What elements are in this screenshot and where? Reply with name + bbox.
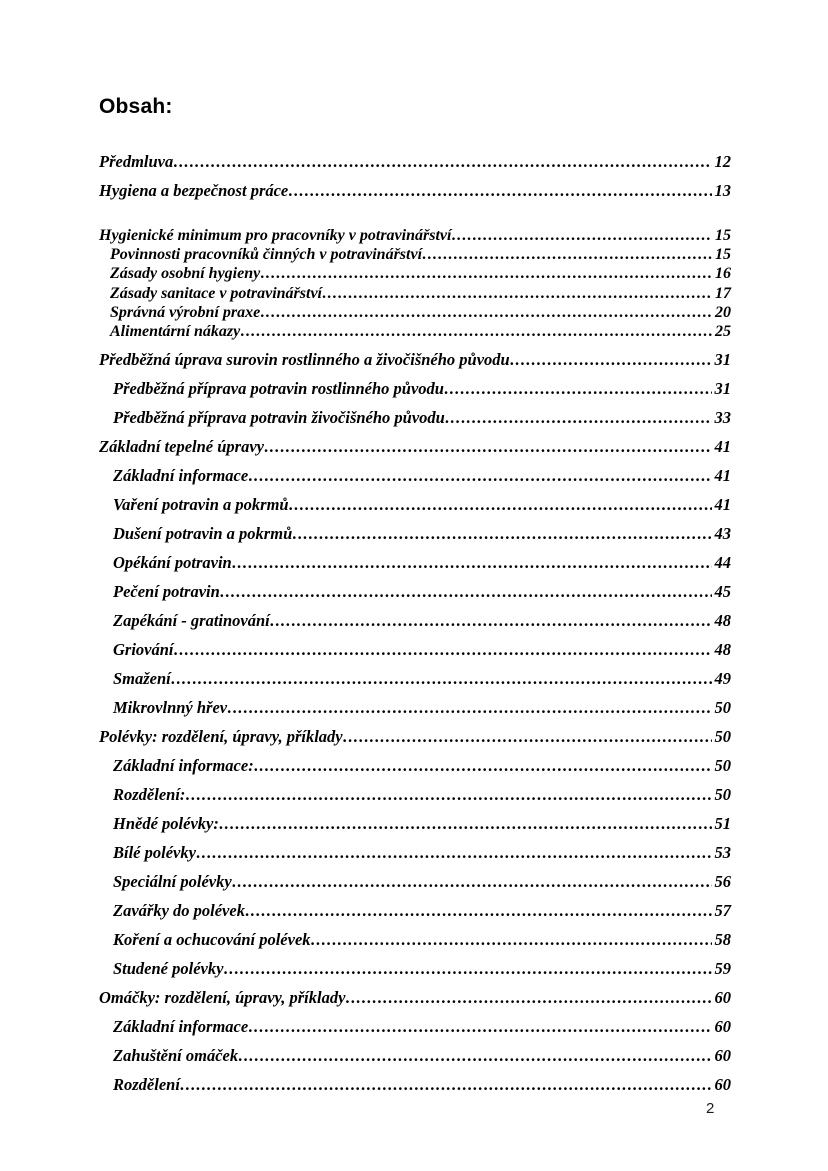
toc-entry[interactable] — [99, 901, 731, 930]
toc-entry-label: Griování — [113, 640, 174, 660]
toc-entry-label: Základní informace — [113, 466, 249, 486]
toc-entry-label: Předběžná příprava potravin rostlinného původu — [113, 379, 444, 399]
toc-dot-leader — [288, 181, 712, 201]
toc-entry-label: Alimentární nákazy — [110, 322, 241, 340]
toc-entry-page-number: 41 — [714, 495, 731, 515]
toc-entry-page-number: 43 — [714, 524, 731, 544]
toc-entry-label: Opékání potravin — [113, 553, 232, 573]
table-of-contents — [99, 152, 731, 1104]
toc-entry-label: Hygienické minimum pro pracovníky v potravinářství — [99, 227, 452, 244]
toc-entry[interactable] — [99, 814, 731, 843]
toc-entry-label: Smažení — [113, 669, 171, 689]
toc-entry-page-number: 25 — [715, 322, 731, 340]
toc-entry-page-number: 45 — [714, 582, 731, 602]
toc-entry[interactable] — [99, 698, 731, 727]
toc-entry-label: Vaření potravin a pokrmů — [113, 495, 289, 515]
toc-dot-leader — [223, 959, 712, 979]
toc-entry-page-number: 16 — [715, 265, 731, 283]
toc-entry[interactable] — [99, 611, 731, 640]
toc-entry-page-number: 20 — [715, 303, 731, 321]
toc-entry[interactable] — [99, 727, 731, 756]
toc-entry-label: Rozdělení: — [113, 785, 186, 805]
toc-entry-page-number: 50 — [714, 727, 731, 747]
toc-dot-leader — [248, 466, 712, 486]
toc-entry-label: Omáčky: rozdělení, úpravy, příklady — [99, 988, 346, 1008]
toc-entry[interactable] — [99, 582, 731, 611]
toc-entry-label: Polévky: rozdělení, úpravy, příklady — [99, 727, 343, 747]
toc-entry-page-number: 17 — [715, 284, 731, 302]
toc-dot-leader — [232, 553, 712, 573]
toc-entry-page-number: 60 — [714, 1075, 731, 1095]
toc-spacer — [99, 342, 731, 350]
toc-entry-page-number: 13 — [714, 181, 731, 200]
toc-entry-page-number: 15 — [715, 246, 731, 264]
toc-entry-page-number: 50 — [714, 756, 731, 776]
toc-entry-label: Speciální polévky — [113, 872, 232, 892]
toc-entry-label: Zásady sanitace v potravinářství — [110, 284, 322, 302]
toc-entry[interactable] — [99, 265, 731, 284]
toc-entry[interactable] — [99, 304, 731, 323]
toc-entry-label: Základní tepelné úpravy — [99, 437, 264, 457]
toc-entry[interactable] — [99, 988, 731, 1017]
toc-entry-label: Předběžná úprava surovin rostlinného a živočišného původu — [99, 350, 510, 370]
toc-dot-leader — [343, 727, 712, 747]
toc-entry-page-number: 12 — [714, 152, 731, 171]
toc-entry-label: Hygiena a bezpečnost práce — [99, 181, 289, 200]
toc-entry-page-number: 48 — [714, 640, 731, 660]
toc-dot-leader — [173, 152, 712, 172]
toc-dot-leader — [254, 756, 712, 776]
toc-entry[interactable] — [99, 930, 731, 959]
toc-entry[interactable] — [99, 756, 731, 785]
toc-entry-page-number: 49 — [714, 669, 731, 689]
toc-entry[interactable] — [99, 227, 731, 246]
toc-entry-label: Zásady osobní hygieny — [110, 265, 261, 283]
toc-dot-leader — [185, 785, 712, 805]
toc-dot-leader — [510, 350, 712, 370]
toc-dot-leader — [171, 669, 712, 689]
toc-entry-page-number: 31 — [714, 379, 731, 399]
toc-entry-page-number: 56 — [714, 872, 731, 892]
toc-entry-label: Předběžná příprava potravin živočišného původu — [113, 408, 445, 428]
toc-entry-page-number: 51 — [714, 814, 731, 834]
toc-entry-label: Koření a ochucování polévek — [113, 930, 311, 950]
toc-entry-label: Hnědé polévky: — [113, 814, 219, 834]
toc-entry[interactable] — [99, 524, 731, 553]
toc-entry[interactable] — [99, 843, 731, 872]
toc-entry[interactable] — [99, 1017, 731, 1046]
toc-entry[interactable] — [99, 350, 731, 379]
toc-entry[interactable] — [99, 466, 731, 495]
toc-entry[interactable] — [99, 553, 731, 582]
toc-dot-leader — [220, 582, 712, 602]
toc-entry-label: Studené polévky — [113, 959, 224, 979]
toc-entry[interactable] — [99, 495, 731, 524]
toc-dot-leader — [311, 930, 712, 950]
footer-page-number: 2 — [706, 1100, 715, 1117]
toc-dot-leader — [444, 379, 712, 399]
toc-entry-label: Rozdělení — [113, 1075, 180, 1095]
toc-entry[interactable] — [99, 408, 731, 437]
toc-entry-page-number: 53 — [714, 843, 731, 863]
toc-entry-page-number: 50 — [714, 785, 731, 805]
toc-entry-page-number: 41 — [714, 437, 731, 457]
toc-dot-leader — [232, 872, 712, 892]
toc-entry-label: Předmluva — [99, 152, 174, 171]
toc-entry-page-number: 44 — [714, 553, 731, 573]
toc-dot-leader — [219, 814, 712, 834]
toc-entry[interactable] — [99, 181, 731, 210]
toc-entry-label: Zahuštění omáček — [113, 1046, 239, 1066]
toc-entry-page-number: 50 — [714, 698, 731, 718]
toc-entry[interactable] — [99, 379, 731, 408]
toc-entry-label: Povinnosti pracovníků činných v potravinářství — [110, 246, 423, 264]
toc-entry-page-number: 31 — [714, 350, 731, 370]
toc-entry-page-number: 60 — [714, 1046, 731, 1066]
toc-dot-leader — [292, 524, 712, 544]
toc-entry[interactable] — [99, 959, 731, 988]
toc-entry[interactable] — [99, 640, 731, 669]
toc-entry-page-number: 57 — [714, 901, 731, 921]
toc-dot-leader — [445, 408, 712, 428]
toc-dot-leader — [196, 843, 712, 863]
toc-dot-leader — [248, 1017, 712, 1037]
toc-entry[interactable] — [99, 669, 731, 698]
toc-entry-page-number: 59 — [714, 959, 731, 979]
toc-dot-leader — [270, 611, 712, 631]
toc-entry[interactable] — [99, 1075, 731, 1104]
toc-entry-label: Bílé polévky — [113, 843, 196, 863]
toc-dot-leader — [422, 246, 712, 264]
toc-entry[interactable] — [99, 785, 731, 814]
toc-entry-page-number: 33 — [714, 408, 731, 428]
page-title: Obsah: — [99, 95, 173, 118]
toc-entry[interactable] — [99, 872, 731, 901]
toc-entry-label: Zavářky do polévek — [113, 901, 245, 921]
toc-dot-leader — [260, 304, 712, 322]
toc-entry-page-number: 60 — [714, 1017, 731, 1037]
toc-dot-leader — [174, 640, 712, 660]
toc-entry-label: Pečení potravin — [113, 582, 220, 602]
toc-dot-leader — [322, 285, 712, 303]
toc-dot-leader — [260, 265, 712, 283]
toc-dot-leader — [227, 698, 712, 718]
toc-entry[interactable] — [99, 1046, 731, 1075]
toc-entry-label: Mikrovlnný hřev — [113, 698, 228, 718]
toc-entry-page-number: 15 — [715, 227, 731, 244]
toc-entry-page-number: 58 — [714, 930, 731, 950]
toc-entry[interactable] — [99, 323, 731, 342]
toc-dot-leader — [345, 988, 712, 1008]
toc-entry-label: Zapékání - gratinování — [113, 611, 270, 631]
toc-entry-label: Základní informace — [113, 1017, 249, 1037]
toc-entry[interactable] — [99, 285, 731, 304]
toc-dot-leader — [245, 901, 712, 921]
toc-dot-leader — [238, 1046, 712, 1066]
toc-dot-leader — [264, 437, 712, 457]
toc-entry-page-number: 48 — [714, 611, 731, 631]
toc-entry[interactable] — [99, 437, 731, 466]
toc-entry[interactable] — [99, 152, 731, 181]
toc-entry-label: Dušení potravin a pokrmů — [113, 524, 293, 544]
toc-spacer — [99, 210, 731, 227]
toc-dot-leader — [240, 323, 712, 341]
toc-entry-label: Základní informace: — [113, 756, 254, 776]
toc-dot-leader — [451, 227, 712, 245]
toc-entry-page-number: 41 — [714, 466, 731, 486]
toc-dot-leader — [180, 1075, 712, 1095]
toc-dot-leader — [289, 495, 712, 515]
toc-entry-label: Správná výrobní praxe — [110, 303, 261, 321]
toc-entry-page-number: 60 — [714, 988, 731, 1008]
toc-entry[interactable] — [99, 246, 731, 265]
